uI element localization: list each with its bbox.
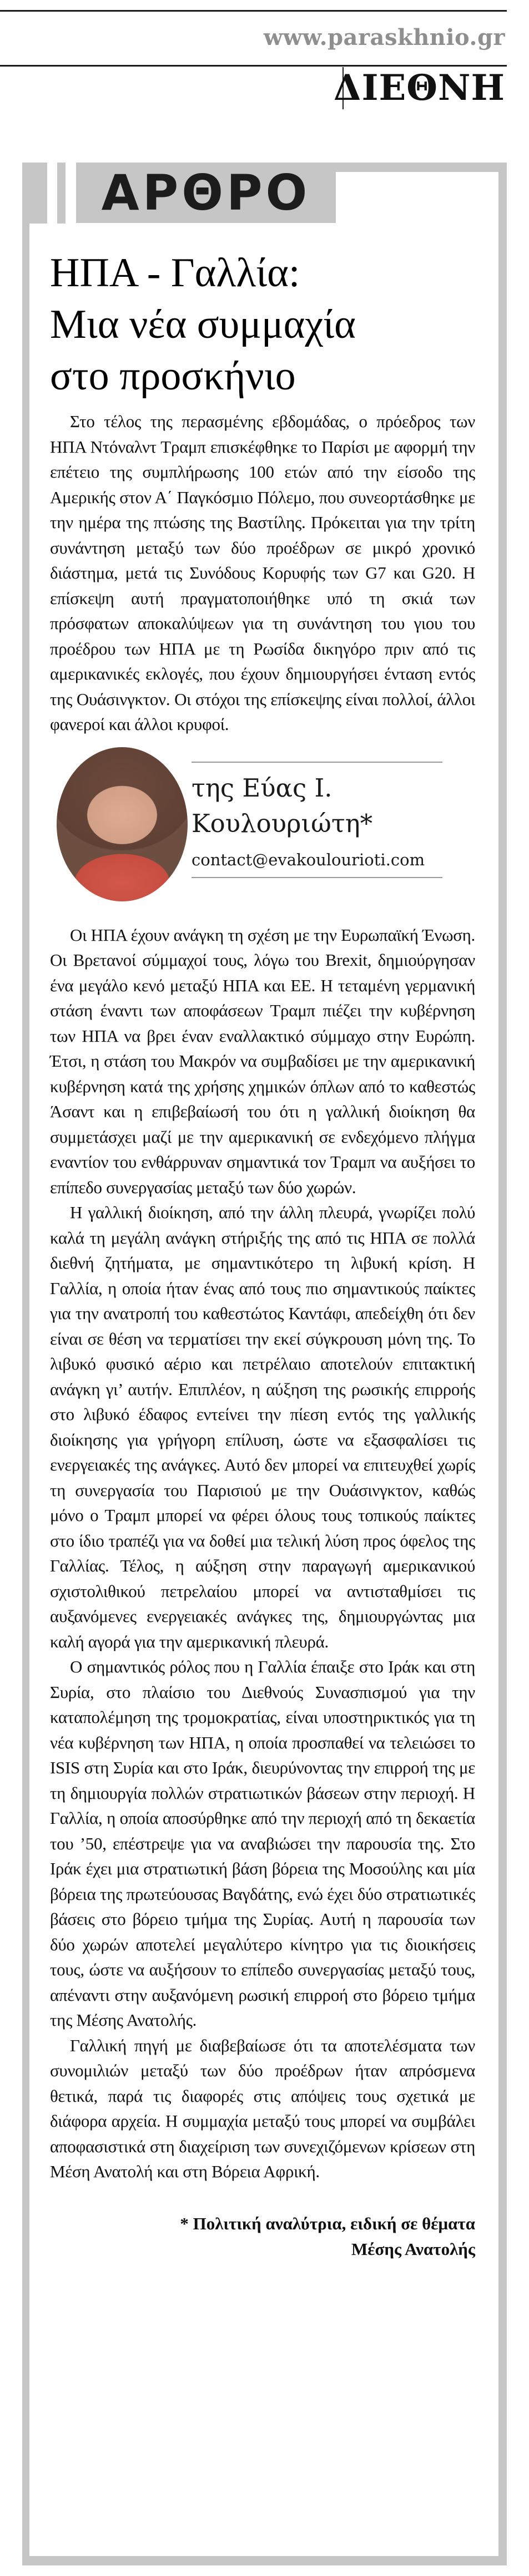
header-top-rule (0, 10, 507, 12)
header-bottom-rule (0, 65, 507, 67)
author-footnote (50, 2211, 475, 2262)
article-body (50, 409, 475, 2184)
author-block (50, 746, 475, 906)
footnote-line-2: Μέσης Ανατολής (351, 2239, 475, 2259)
author-email[interactable]: contact@evakoulourioti.com (192, 850, 425, 869)
banner-white-inset (336, 172, 498, 223)
author-name (192, 770, 442, 841)
article-paragraph: Η γαλλική διοίκηση, από την άλλη πλευρά, γνωρίζει πολύ καλά τη μεγάλη ανάγκη στήριξής της από τις ΗΠΑ σε πολλά διεθνή ζητήματα, με σημαντικότερο τη λιβυκή κρίση. Η Γαλλία, η οποία ήταν ένας από τους πιο σημαντικούς παίκτες για την ανατροπή του καθεστώτος Καντάφι, απεδείχθη ότι δεν είναι σε θέση να τερματίσει την εκεί σύγκρουση μόνη της. Το λιβυκό φυσικό αέριο και πετρέλαιο αποτελούν επιτακτική ανάγκη γι’ αυτήν. Επιπλέον, η αύξηση της ρωσικής επιρροής στο λιβυκό έδαφος εντείνει την πίεση εντός της γαλλικής διοίκησης για γρήγορη επίλυση, ώστε να εξασφαλίσει τις ενεργειακές της ανάγκες. Αυτό δεν μπορεί να επιτευχθεί χωρίς τη συνεργασία του Παρισιού με την Ουάσινγκτον, καθώς μόνο ο Τραμπ μπορεί να φέρει όλους τους τοπικούς παίκτες στο ίδιο τραπέζι για να δοθεί μια τελική λύση προς όφελος της Γαλλίας. Τέλος, η αύξηση στην παραγωγή αμερικανικού σχιστολιθικού πετρελαίου μπορεί να αντισταθμίσει τις αυξανόμενες ενεργειακές ανάγκες της, δημιουργώντας μια καλή αγορά για την αμερικανική πλευρά. (50, 1203, 475, 1651)
article-headline (50, 247, 475, 402)
site-url-link[interactable]: www.paraskhnio.gr (263, 24, 505, 50)
author-name-line-1: της Εύας Ι. (192, 773, 332, 803)
frame-left-strip (22, 163, 29, 2565)
article-paragraph: Ο σημαντικός ρόλος που η Γαλλία έπαιξε στο Ιράκ και στη Συρία, στο πλαίσιο του Διεθνούς Συνασπισμού για την καταπολέμηση της τρομοκρατίας, είναι υποστηρικτικός για τη νέα κυβέρνηση των ΗΠΑ, η οποία προσπαθεί να τελειώσει το ISIS στη Συρία και στο Ιράκ, διευρύνοντας την επιρροή της με τη δημιουργία πολλών στρατιωτικών βάσεων στην περιοχή. Η Γαλλία, η οποία αποσύρθηκε από την περιοχή από τη δεκαετία του ’50, επέστρεψε για να αναβιώσει την παρουσία της. Στο Ιράκ έχει μια στρατιωτική βάση βόρεια της Μοσούλης και μία βόρεια της πρωτεύουσας Βαγδάτης, ενώ έχει δύο στρατιωτικές βάσεις στο βόρειο τμήμα της Συρίας. Αυτή η παρουσία των δύο χωρών αποτελεί μεγαλύτερο κίνητρο για τις διοικήσεις τους, ώστε να αυξήσουν το επίπεδο συνεργασίας μεταξύ τους, απέναντι στην αυξανόμενη ρωσική επιρροή στο βόρειο τμήμα της Μέσης Ανατολής. (50, 1657, 475, 2030)
frame-bottom-strip (22, 2556, 507, 2565)
article-column (50, 247, 475, 2262)
author-credit (192, 762, 442, 878)
frame-right-strip (498, 163, 507, 2565)
footnote-line-1: * Πολιτική αναλύτρια, ειδική σε θέματα (180, 2213, 475, 2233)
author-bottom-rule (192, 877, 442, 878)
headline-line-1: ΗΠΑ - Γαλλία: (50, 250, 300, 296)
kicker-label: ΑΡΘΡΟ (101, 164, 311, 221)
author-name-line-2: Κουλουριώτη* (192, 808, 373, 838)
article-paragraph: Οι ΗΠΑ έχουν ανάγκη τη σχέση με την Ευρωπαϊκή Ένωση. Οι Βρετανοί σύμμαχοί τους, λόγω του Brexit, δημιούργησαν ένα μεγάλο κενό μεταξύ ΗΠΑ και ΕΕ. Η τεταμένη γερμανική στάση έναντι των αποφάσεων Τραμπ πιέζει την κυβέρνηση των ΗΠΑ να βρει έναν εναλλακτικό σύμμαχο στην Ευρώπη. Έτσι, η στάση του Μακρόν να συμβαδίσει με την αμερικανική κυβέρνηση κατά της χρήσης χημικών όπλων από το καθεστώς Άσαντ και η επιβεβαίωσή του ότι η γαλλική διοίκηση θα συμμετάσχει μαζί με την αμερικανική σε ενδεχόμενο πλήγμα εναντίον του ενθάρρυναν σημαντικά τον Τραμπ να αυξήσει το επίπεδο συνεργασίας μεταξύ των δύο χωρών. (50, 925, 475, 1197)
author-top-rule (192, 762, 442, 763)
banner-deco-bar (57, 163, 66, 224)
article-paragraph: Γαλλική πηγή με διαβεβαίωσε ότι τα αποτελέσματα των συνομιλιών μεταξύ των δύο προέδρων ήταν απρόσμενα θετικά, παρά τις διαφορές στις απόψεις τους σχετικά με διάφορα αρχεία. Η συμμαχία μεταξύ τους μπορεί να συμβάλει αποφασιστικά στη διαχείριση των συνεχιζόμενων κρίσεων στη Μέση Ανατολή και στη Βόρεια Αφρική. (50, 2035, 475, 2181)
author-photo (57, 747, 188, 901)
headline-line-3: στο προσκήνιο (50, 353, 296, 399)
article-paragraph: Στο τέλος της περασμένης εβδομάδας, ο πρόεδρος των ΗΠΑ Ντόναλντ Τραμπ επισκέφθηκε το Παρίσι με αφορμή την επέτειο της συμπλήρωσης 100 ετών από την είσοδο της Αμερικής στον Α΄ Παγκόσμιο Πόλεμο, που συνεορτάσθηκε με την ημέρα της πτώσης της Βαστίλης. Πρόκειται για την τρίτη συνάντηση μεταξύ των δύο προέδρων σε μικρό χρονικό διάστημα, μετά τις Συνόδους Κορυφής των G7 και G20. Η επίσκεψη αυτή πραγματοποιήθηκε υπό τη σκιά των πρόσφατων αποκαλύψεων για τη συνάντηση του γιου του προέδρου των ΗΠΑ με τη Ρωσίδα δικηγόρο πριν από τις αμερικανικές εκλογές, που έχουν δημιουργήσει ένταση εντός της Ουάσινγκτον. Οι στόχοι της επίσκεψης είναι πολλοί, άλλοι φανεροί και άλλοι κρυφοί. (50, 412, 475, 734)
headline-line-2: Μια νέα συμμαχία (50, 302, 356, 347)
section-title: ΔΙΕΘΝΗ (333, 67, 505, 109)
